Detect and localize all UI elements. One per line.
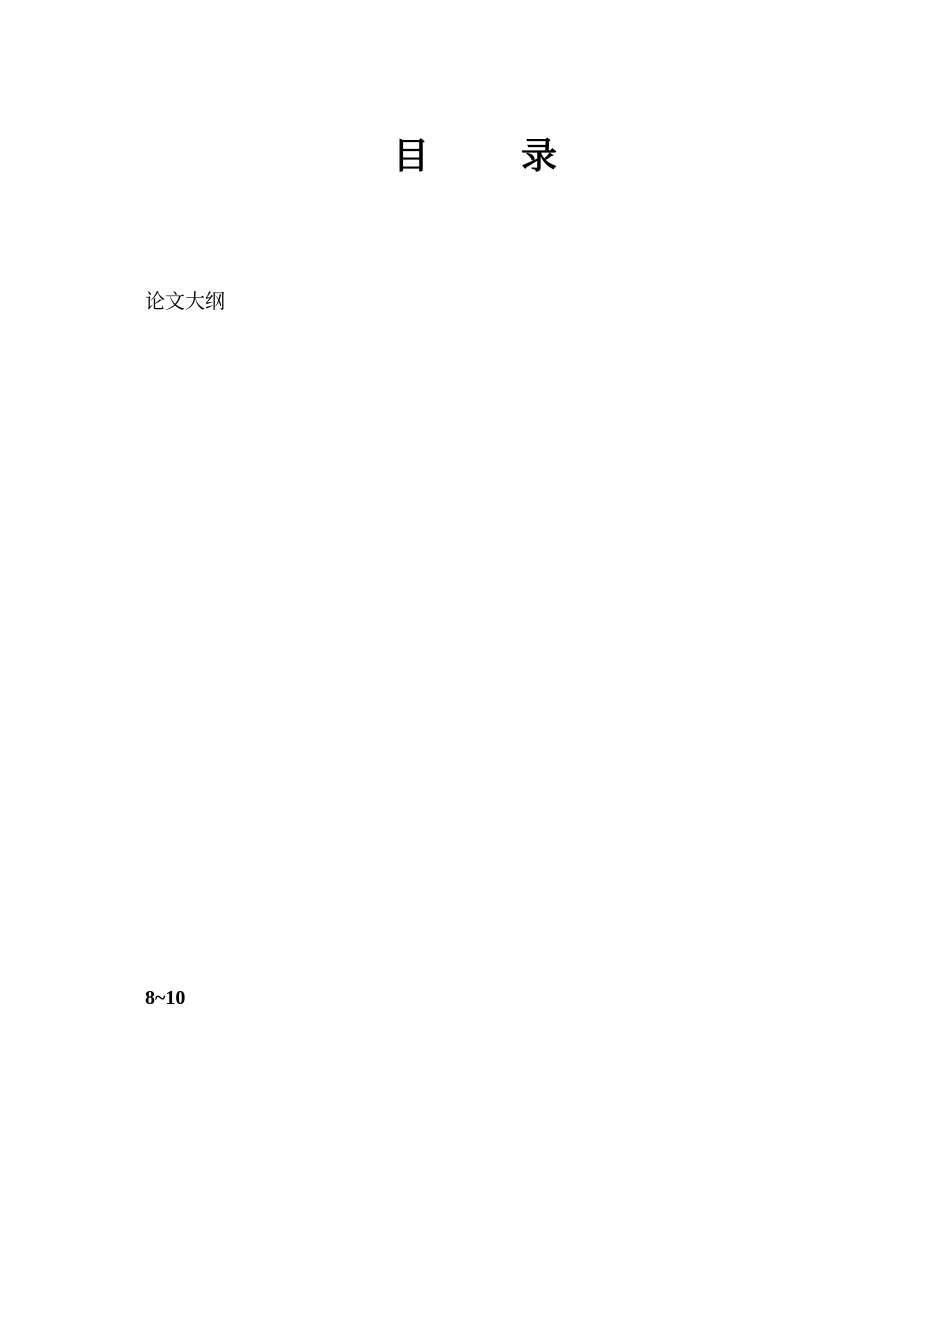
toc-entry-page: 8~10 xyxy=(145,987,186,1009)
outline-label: 论文大纲 xyxy=(145,289,225,313)
page-title xyxy=(0,128,950,179)
title-char-2: 录 xyxy=(521,135,558,177)
title-char-1: 目 xyxy=(392,135,429,177)
